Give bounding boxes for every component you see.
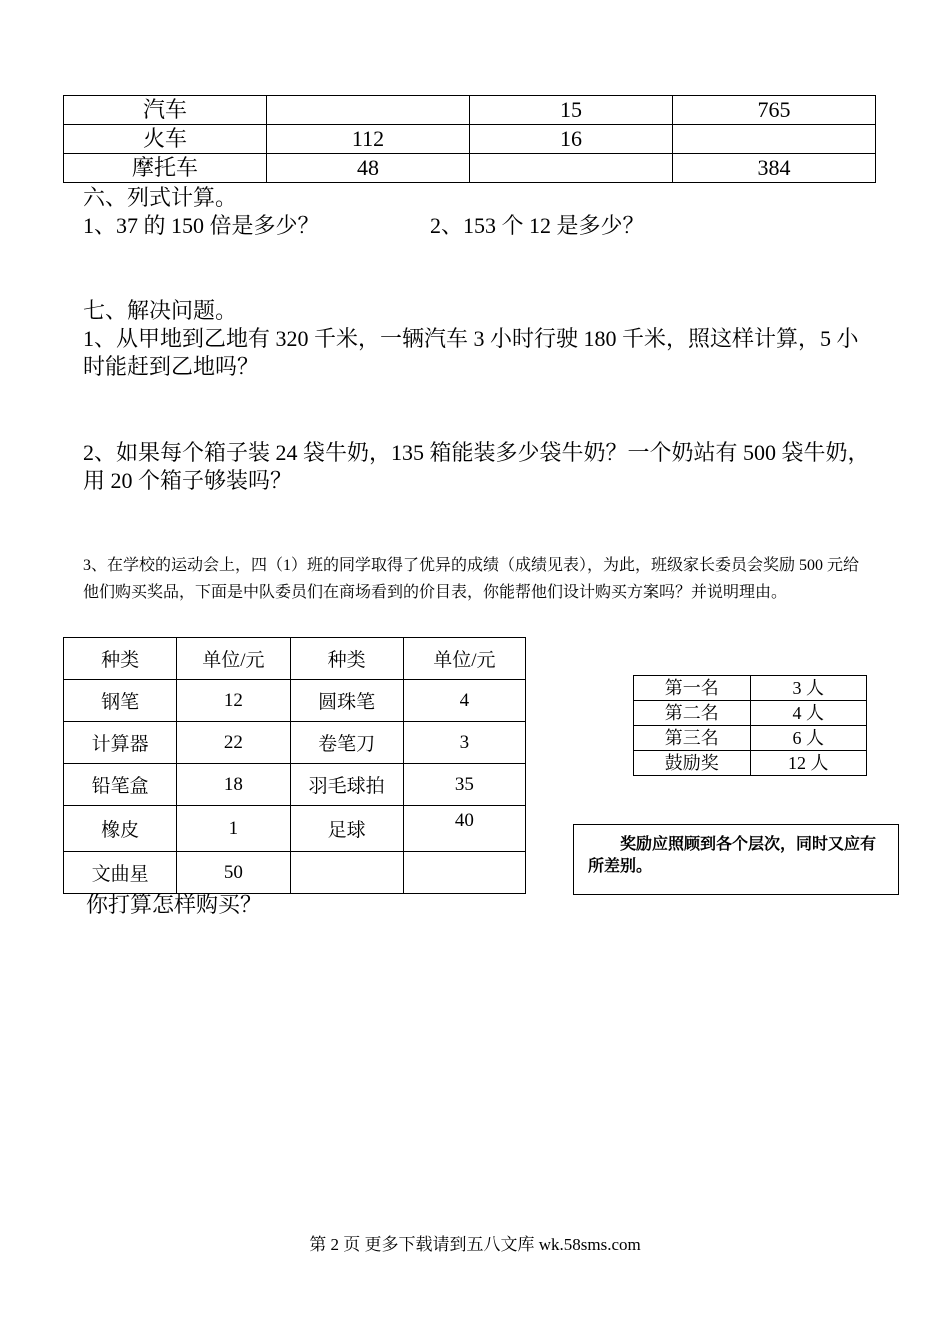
table-cell: 384: [673, 154, 876, 183]
table-cell: 4: [403, 680, 525, 722]
table-cell: 卷笔刀: [290, 722, 403, 764]
table-cell: 3: [403, 722, 525, 764]
section6-question1: 1、37 的 150 倍是多少？: [83, 213, 320, 238]
table-cell: 15: [470, 96, 673, 125]
rank-table: [633, 675, 867, 776]
table-cell: 3 人: [750, 676, 867, 701]
section7-question3: 3、在学校的运动会上，四（1）班的同学取得了优异的成绩（成绩见表），为此，班级家长委员会奖励 500 元给他们购买奖品，下面是中队委员们在商场看到的价目表，你能帮他们设计购买方案吗？并说明理由。: [83, 557, 860, 601]
section7-question2: 2、如果每个箱子装 24 袋牛奶，135 箱能装多少袋牛奶？一个奶站有 500 袋牛奶，用 20 个箱子够装吗？: [83, 440, 870, 493]
table-cell: 12 人: [750, 751, 867, 776]
table-cell: 鼓励奖: [634, 751, 751, 776]
table-header-cell: 单位/元: [403, 638, 525, 680]
table-cell: 18: [177, 764, 290, 806]
table-cell: 文曲星: [64, 852, 177, 894]
table-row: [64, 125, 876, 154]
table-cell: [673, 125, 876, 154]
vehicle-table: [63, 95, 876, 183]
table-cell: [403, 852, 525, 894]
section7-title: 七、解决问题。: [83, 298, 238, 323]
table-cell: 48: [267, 154, 470, 183]
table-row: [64, 96, 876, 125]
table-row: [634, 726, 867, 751]
table-row: [64, 806, 526, 852]
table-cell: 钢笔: [64, 680, 177, 722]
table-cell: 汽车: [64, 96, 267, 125]
table-row: [634, 751, 867, 776]
table-row: [64, 680, 526, 722]
table-cell: 圆珠笔: [290, 680, 403, 722]
table-cell: 1: [177, 806, 290, 852]
table-cell: [470, 154, 673, 183]
table-cell: 35: [403, 764, 525, 806]
hint-text: 奖励应照顾到各个层次，同时又应有所差别。: [588, 834, 877, 875]
table-cell: 4 人: [750, 701, 867, 726]
table-cell: 铅笔盒: [64, 764, 177, 806]
table-cell: 第一名: [634, 676, 751, 701]
table-cell: 22: [177, 722, 290, 764]
table-cell: 摩托车: [64, 154, 267, 183]
table-row: [634, 701, 867, 726]
table-row: [64, 764, 526, 806]
table-row: [634, 676, 867, 701]
table-cell: 橡皮: [64, 806, 177, 852]
table-cell: 足球: [290, 806, 403, 852]
table-cell: 羽毛球拍: [290, 764, 403, 806]
table-cell: [267, 96, 470, 125]
table-header-cell: 单位/元: [177, 638, 290, 680]
table-cell: 6 人: [750, 726, 867, 751]
section6-question2: 2、153 个 12 是多少？: [430, 213, 645, 238]
table-cell: 第二名: [634, 701, 751, 726]
table-header-cell: 种类: [64, 638, 177, 680]
table-cell: 12: [177, 680, 290, 722]
table-cell: 16: [470, 125, 673, 154]
table-row: [64, 722, 526, 764]
section7-question1: 1、从甲地到乙地有 320 千米，一辆汽车 3 小时行驶 180 千米，照这样计算，5 小时能赶到乙地吗？: [83, 326, 859, 379]
table-cell: 火车: [64, 125, 267, 154]
table-cell: 50: [177, 852, 290, 894]
hint-box: [573, 824, 899, 895]
table-header-row: [64, 638, 526, 680]
plan-question: 你打算怎样购买？: [86, 892, 263, 917]
table-row: [64, 154, 876, 183]
table-cell: 计算器: [64, 722, 177, 764]
section6-title: 六、列式计算。: [83, 185, 238, 210]
table-cell: 112: [267, 125, 470, 154]
page-footer: 第 2 页 更多下载请到五八文库 wk.58sms.com: [309, 1235, 641, 1254]
table-cell: [290, 852, 403, 894]
table-cell: 765: [673, 96, 876, 125]
price-table: [63, 637, 526, 894]
table-cell: 40: [403, 806, 525, 852]
table-cell: 第三名: [634, 726, 751, 751]
table-row: [64, 852, 526, 894]
table-header-cell: 种类: [290, 638, 403, 680]
